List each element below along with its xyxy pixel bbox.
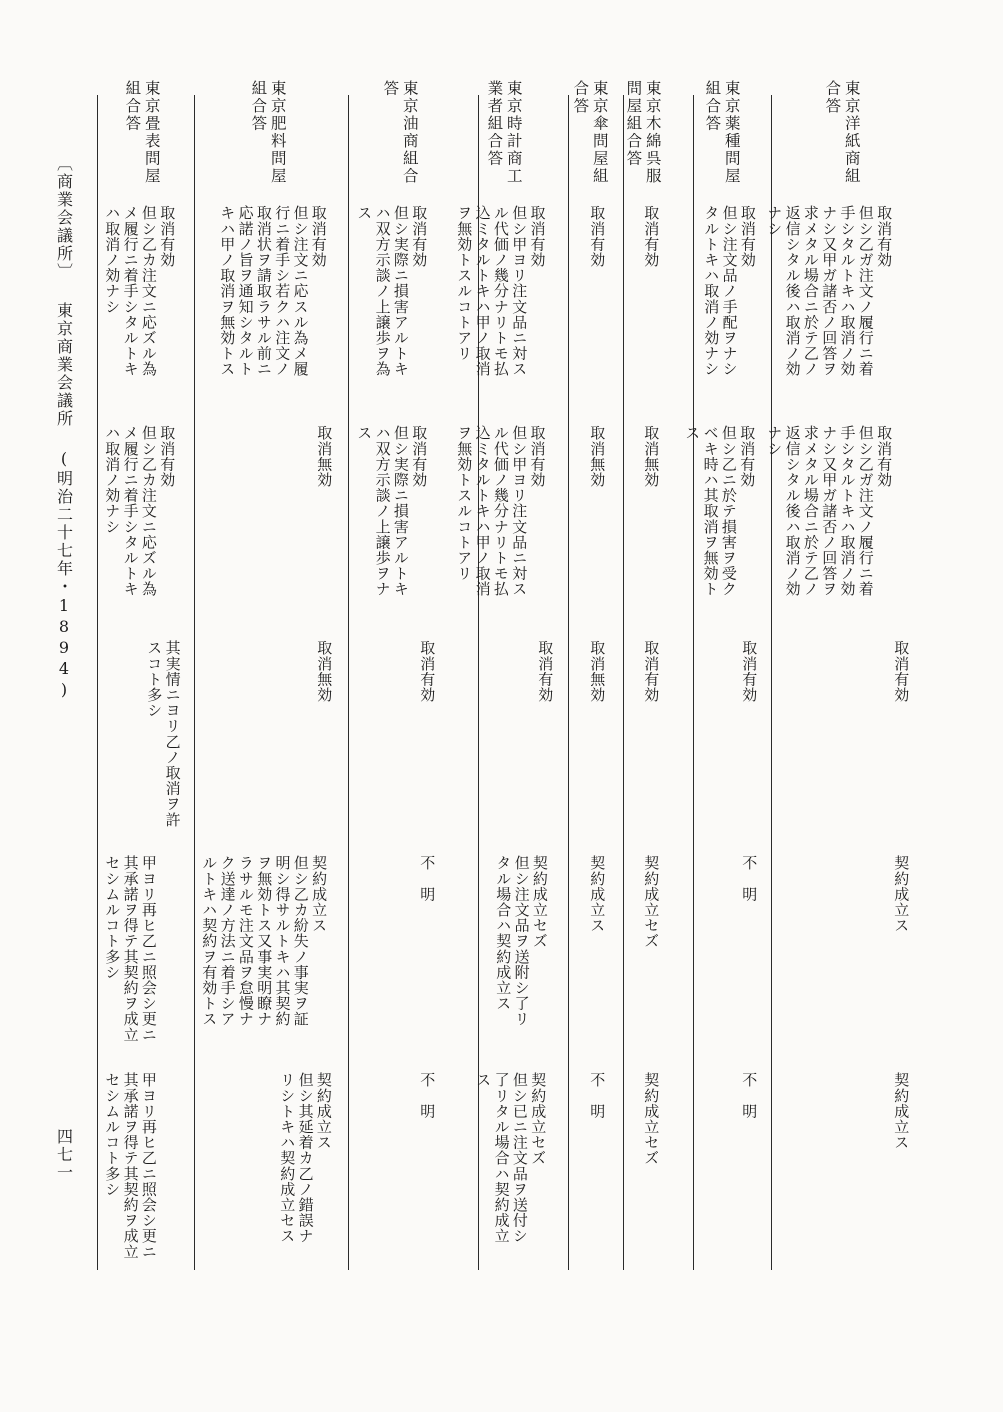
answer-cell: 取消有効 但シ乙カ注文ニ応ズル為 メ履行ニ着手シタルトキ ハ取消ノ効ナシ (103, 425, 177, 597)
org-name: 東京肥料問屋 組合答 (249, 80, 287, 185)
answer-cell: 取消有効 (536, 640, 555, 703)
answer-cell: 取消有効 (588, 205, 607, 268)
row-separator (568, 95, 569, 1270)
row-separator (194, 95, 195, 1270)
org-name: 東京時計商工 業者組合答 (485, 80, 523, 185)
answer-cell: 其実情ニヨリ乙ノ取消ヲ許 スコト多シ (145, 640, 182, 828)
answer-cell: 取消有効 但シ乙ニ於テ損害ヲ受ク ベキ時ハ其取消ヲ無効ト ス (683, 425, 757, 597)
answer-cell: 不 明 (740, 855, 759, 902)
answer-cell: 甲ヨリ再ヒ乙ニ照会シ更ニ 其承諾ヲ得テ其契約ヲ成立 セシムルコト多シ (103, 1072, 158, 1260)
running-header: 〔商業会議所〕 東京商業会議所 (明治二十七年・1894) (54, 155, 74, 701)
answer-cell: 契約成立ス 但シ乙カ紛失ノ事実ヲ証 明シ得サルトキハ其契約 ヲ無効トス又事実明瞭ナ ラサルモ注文品ヲ怠慢ナ ク送達ノ方法ニ着手シア ルトキハ契約ヲ有効トス (200, 855, 329, 1027)
org-name: 東京油商組合 答 (381, 80, 419, 185)
answer-cell: 取消無効 (315, 640, 334, 703)
answer-cell: 不 明 (418, 1072, 437, 1119)
answer-cell: 取消有効 但シ乙ガ注文ノ履行ニ着 手シタルトキハ取消ノ効 ナシ又甲ガ諸否ノ回答ヲ 求メタル場合ニ於テ乙ノ 返信シタル後ハ取消ノ効 ナシ (765, 205, 894, 377)
answer-cell: 取消有効 但シ甲ヨリ注文品ニ対ス ル代価ノ幾分ナリトモ払 込ミタルトキハ甲ノ取消 ヲ無効トスルコトアリ (455, 205, 547, 377)
org-name: 東京洋紙商組 合答 (823, 80, 861, 185)
row-separator (97, 95, 98, 1270)
org-name: 東京傘問屋組 合答 (571, 80, 609, 185)
answer-cell: 契約成立ス (588, 855, 607, 933)
answer-cell: 取消有効 (740, 640, 759, 703)
answer-cell: 契約成立ス (892, 855, 911, 933)
answer-cell: 甲ヨリ再ヒ乙ニ照会シ更ニ 其承諾ヲ得テ其契約ヲ成立 セシムルコト多シ (103, 855, 158, 1043)
row-separator (623, 95, 624, 1270)
answer-cell: 取消有効 但シ実際ニ損害アルトキ ハ双方示談ノ上譲歩ヲ為 ス (355, 205, 429, 377)
answer-cell: 取消有効 但シ実際ニ損害アルトキ ハ双方示談ノ上譲歩ヲナ ス (355, 425, 429, 597)
answer-cell: 契約成立セズ (642, 855, 661, 949)
org-name: 東京畳表問屋 組合答 (123, 80, 161, 185)
answer-cell: 取消有効 但シ注文ニ応スル為メ履 行ニ着手シ若クハ注文ノ 取消状ヲ請取ラサル前ニ 応諾ノ旨ヲ通知シタルト キハ甲ノ取消ヲ無効トス (218, 205, 328, 377)
answer-cell: 取消有効 但シ乙ガ注文ノ履行ニ着 手シタルトキハ取消ノ効 ナシ又甲ガ諸否ノ回答ヲ 求メタル場合ニ於テ乙ノ 返信シタル後ハ取消ノ効 ナシ (765, 425, 894, 597)
answer-cell: 取消有効 (418, 640, 437, 703)
row-separator (693, 95, 694, 1270)
answer-cell: 取消有効 但シ甲ヨリ注文品ニ対ス ル代価ノ幾分ナリトモ払 込ミタルトキハ甲ノ取消 ヲ無効トスルコトアリ (455, 425, 547, 597)
answer-cell: 契約成立ス 但シ其延着カ乙ノ錯誤ナ リシトキハ契約成立セス (278, 1072, 333, 1244)
answer-cell: 不 明 (418, 855, 437, 902)
org-name: 東京木綿呉服 問屋組合答 (624, 80, 662, 185)
answer-cell: 契約成立セズ 但シ已ニ注文品ヲ送付シ 了リタル場合ハ契約成立 ス (474, 1072, 548, 1244)
answer-cell: 取消有効 但シ注文品ノ手配ヲナシ タルトキハ取消ノ効ナシ (702, 205, 757, 377)
org-name: 東京薬種問屋 組合答 (703, 80, 741, 185)
page-number: 四七一 (54, 1128, 74, 1182)
answer-cell: 取消無効 (588, 640, 607, 703)
answer-cell: 取消無効 (642, 425, 661, 488)
answer-cell: 契約成立セズ (642, 1072, 661, 1166)
answer-cell: 不 明 (740, 1072, 759, 1119)
answer-cell: 取消有効 (642, 205, 661, 268)
answer-cell: 取消有効 但シ乙カ注文ニ応ズル為 メ履行ニ着手シタルトキ ハ取消ノ効ナシ (103, 205, 177, 377)
answer-cell: 取消無効 (588, 425, 607, 488)
row-separator (348, 95, 349, 1270)
answer-cell: 取消有効 (892, 640, 911, 703)
answer-cell: 契約成立セズ 但シ注文品ヲ送附シ了リ タル場合ハ契約成立ス (494, 855, 549, 1027)
answer-cell: 不 明 (588, 1072, 607, 1119)
answer-cell: 取消有効 (642, 640, 661, 703)
answer-cell: 取消無効 (315, 425, 334, 488)
answer-cell: 契約成立ス (892, 1072, 911, 1150)
